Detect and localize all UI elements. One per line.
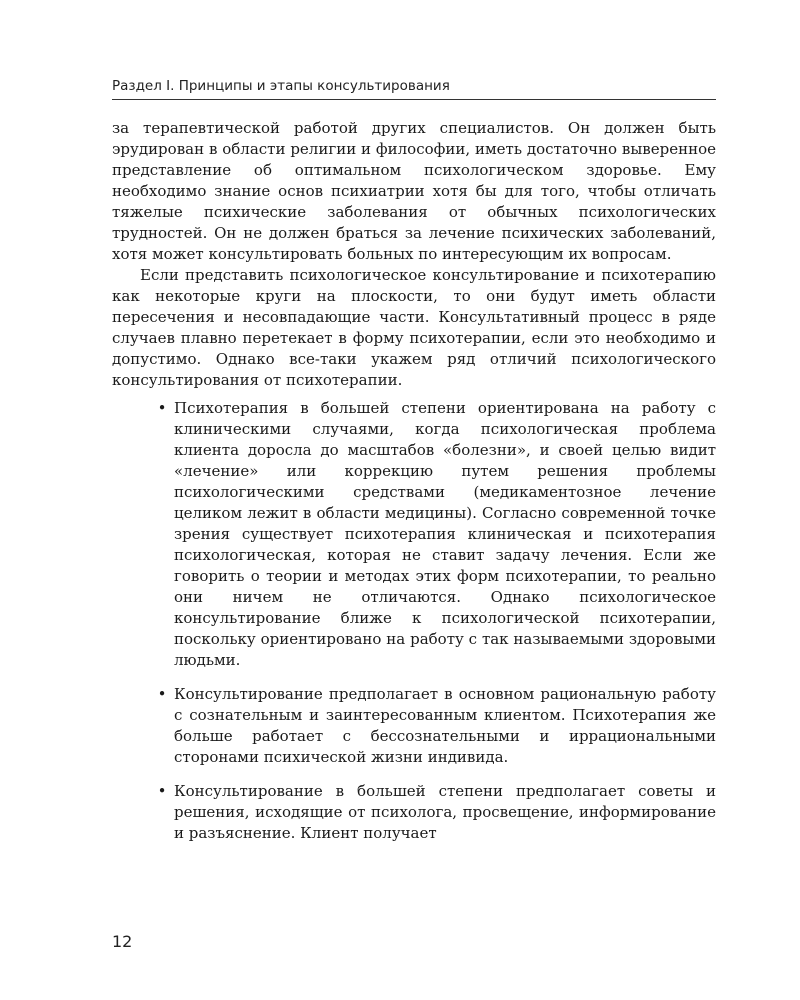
body-text xyxy=(112,118,716,857)
header-divider xyxy=(112,99,716,100)
bullet-icon: • xyxy=(157,782,167,800)
bullet-list xyxy=(112,398,716,844)
list-item-text: Консультирование предполагает в основном рациональную работу с сознательным и заинтересованным клиентом. Психотерапия же больше работает с бессознательными и иррациональными сторонами психической жизни индивида. xyxy=(174,685,716,766)
bullet-icon: • xyxy=(157,399,167,417)
page-number: 12 xyxy=(112,932,133,951)
list-item-text: Психотерапия в большей степени ориентирована на работу с клиническими случаями, когда психологическая проблема клиента доросла до масштабов «болезни», и своей целью видит «лечение» или коррекцию путем решения проблемы психологическими средствами (медикаментозное лечение целиком лежит в области медицины). Согласно современной точке зрения существует психотерапия клиническая и психотерапия психологическая, которая не ставит задачу лечения. Если же говорить о теории и методах этих форм психотерапии, то реально они ничем не отличаются. Однако психологическое консультирование ближе к психологической психотерапии, поскольку ориентировано на работу с так называемыми здоровыми людьми. xyxy=(174,399,716,669)
list-item-text: Консультирование в большей степени предполагает советы и решения, исходящие от психолога, просвещение, информирование и разъяснение. Клиент получает xyxy=(174,782,716,842)
paragraph: Если представить психологическое консультирование и психотерапию как некоторые круги на плоскости, то они будут иметь области пересечения и несовпадающие части. Консультативный процесс в ряде случаев плавно перетекает в форму психотерапии, если это необходимо и допустимо. Однако все-таки укажем ряд отличий психологического консультирования от психотерапии. xyxy=(112,266,716,389)
list-item xyxy=(112,398,716,671)
bullet-icon: • xyxy=(157,685,167,703)
paragraph-continued: за терапевтической работой других специалистов. Он должен быть эрудирован в области религии и философии, иметь достаточно выверенное представление об оптимальном психологическом здоровье. Ему необходимо знание основ психиатрии хотя бы для того, чтобы отличать тяжелые психические заболевания от обычных психологических трудностей. Он не должен браться за лечение психических заболеваний, хотя может консультировать больных по интересующим их вопросам. xyxy=(112,119,716,263)
running-header: Раздел I. Принципы и этапы консультирования xyxy=(112,78,450,94)
list-item xyxy=(112,684,716,768)
list-item xyxy=(112,781,716,844)
